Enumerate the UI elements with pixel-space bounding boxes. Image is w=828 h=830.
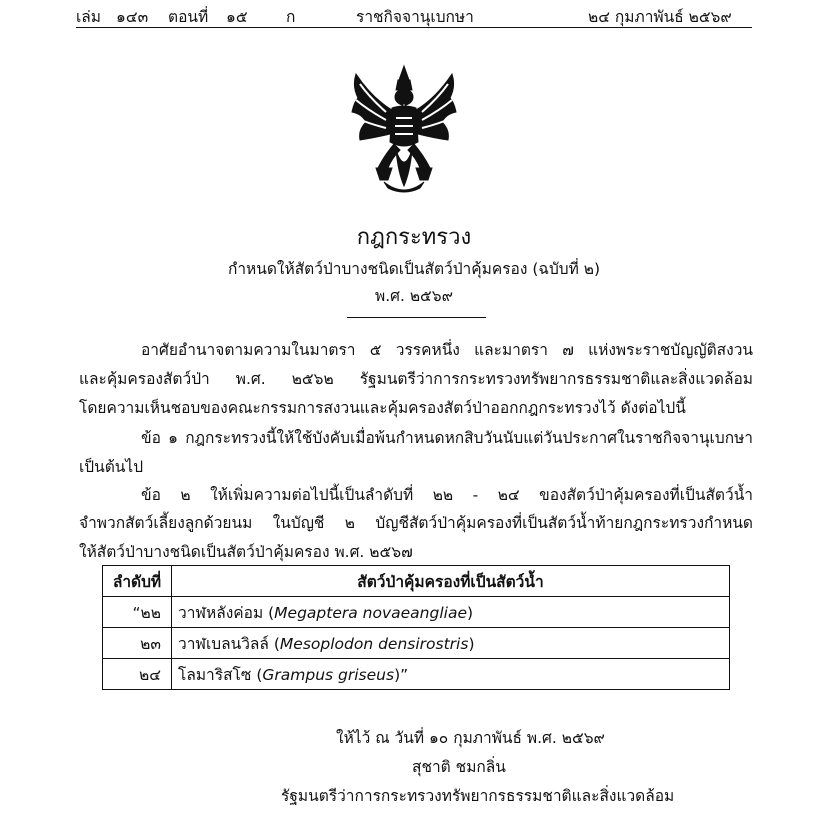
- order-number: “๒๒: [103, 597, 172, 628]
- species-thai-name: โลมาริสโซ: [178, 665, 252, 684]
- species-latin-name: Mesoplodon densirostris: [279, 634, 469, 653]
- section-letter: ก: [286, 8, 296, 26]
- publication-date: ๒๔ กุมภาพันธ์ ๒๕๖๙: [588, 8, 732, 26]
- column-header-species: สัตว์ป่าคุ้มครองที่เป็นสัตว์น้ำ: [172, 566, 730, 597]
- given-date: ให้ไว้ ณ วันที่ ๑๐ กุมภาพันธ์ พ.ศ. ๒๕๖๙: [336, 729, 605, 747]
- clause-2-line: จำพวกสัตว์เลี้ยงลูกด้วยนม ในบัญชี ๒ บัญชีสัตว์ป่าคุ้มครองที่เป็นสัตว์น้ำท้ายกฎกระทรวงกำหนด: [79, 514, 753, 532]
- document-subtitle: กำหนดให้สัตว์ป่าบางชนิดเป็นสัตว์ป่าคุ้มครอง (ฉบับที่ ๒): [227, 260, 601, 278]
- preamble-line: และคุ้มครองสัตว์ป่า พ.ศ. ๒๕๖๒ รัฐมนตรีว่าการกระทรวงทรัพยากรธรรมชาติและสิ่งแวดล้อม: [79, 370, 753, 388]
- publication-name: ราชกิจจานุเบกษา: [356, 8, 474, 26]
- species-name: วาฬหลังค่อม (Megaptera novaeangliae): [172, 597, 730, 628]
- document-title: กฎกระทรวง: [356, 225, 472, 250]
- clause-2-line: ข้อ ๒ ให้เพิ่มความต่อไปนี้เป็นลำดับที่ ๒๒ - ๒๔ ของสัตว์ป่าคุ้มครองที่เป็นสัตว์น้ำ: [141, 486, 753, 504]
- table-header-row: [103, 566, 730, 597]
- species-thai-name: วาฬหลังค่อม: [178, 603, 264, 622]
- species-latin-name: Grampus griseus: [262, 665, 395, 684]
- protected-species-table: [102, 565, 730, 690]
- order-number: ๒๓: [103, 628, 172, 659]
- title-rule: [347, 317, 486, 318]
- clause-1-line: ข้อ ๑ กฎกระทรวงนี้ให้ใช้บังคับเมื่อพ้นกำหนดหกสิบวันนับแต่วันประกาศในราชกิจจานุเบกษา: [141, 429, 753, 447]
- table-row: [103, 659, 730, 690]
- volume-number: ๑๔๓: [116, 8, 149, 26]
- clause-2-line: ให้สัตว์ป่าบางชนิดเป็นสัตว์ป่าคุ้มครอง พ.ศ. ๒๕๖๗: [79, 543, 413, 561]
- table-row: [103, 628, 730, 659]
- header-rule: [76, 27, 752, 28]
- species-thai-name: วาฬเบลนวิลล์: [178, 634, 269, 653]
- issue-number: ๑๕: [226, 8, 248, 26]
- clause-1-line: เป็นต้นไป: [79, 458, 144, 476]
- preamble-line: อาศัยอำนาจตามความในมาตรา ๕ วรรคหนึ่ง และมาตรา ๗ แห่งพระราชบัญญัติสงวน: [141, 341, 753, 359]
- column-header-order: ลำดับที่: [103, 566, 172, 597]
- garuda-emblem-icon: [348, 64, 460, 198]
- preamble-line: โดยความเห็นชอบของคณะกรรมการสงวนและคุ้มครองสัตว์ป่าออกกฎกระทรวงไว้ ดังต่อไปนี้: [79, 399, 686, 417]
- volume-label: เล่ม: [76, 8, 102, 26]
- species-name: วาฬเบลนวิลล์ (Mesoplodon densirostris): [172, 628, 730, 659]
- species-latin-name: Megaptera novaeangliae: [274, 603, 467, 622]
- issue-label: ตอนที่: [168, 8, 209, 26]
- table-row: [103, 597, 730, 628]
- order-number: ๒๔: [103, 659, 172, 690]
- species-name: โลมาริสโซ (Grampus griseus)”: [172, 659, 730, 690]
- signatory-name: สุชาติ ชมกลิ่น: [412, 758, 506, 776]
- closing-quote: ”: [400, 665, 409, 684]
- document-year: พ.ศ. ๒๕๖๙: [375, 287, 453, 305]
- signatory-position: รัฐมนตรีว่าการกระทรวงทรัพยากรธรรมชาติและสิ่งแวดล้อม: [281, 787, 675, 805]
